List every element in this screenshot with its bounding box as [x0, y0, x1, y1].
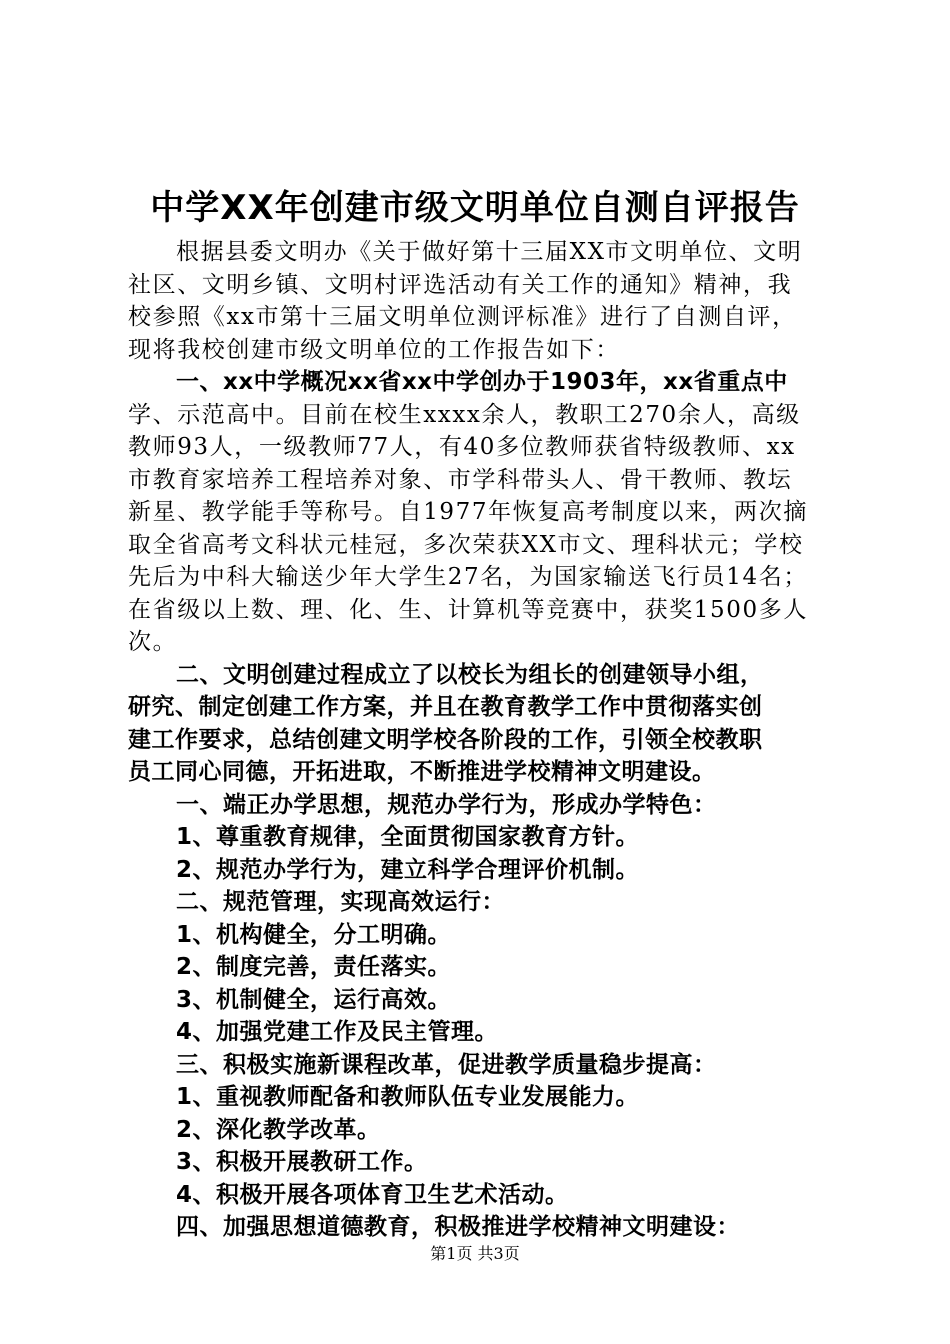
text-line: 建工作要求，总结创建文明学校各阶段的工作，引领全校教职 — [128, 726, 763, 753]
section-2-paragraph — [128, 659, 838, 789]
text-line: 在省级以上数、理、化、生、计算机等竞赛中，获奖1500多人 — [128, 596, 808, 623]
outline-item: 1、尊重教育规律，全面贯彻国家教育方针。 — [176, 824, 640, 850]
outline-item: 1、机构健全，分工明确。 — [176, 921, 452, 948]
outline-item: 3、机制健全，运行高效。 — [176, 986, 452, 1013]
page-footer: 第1页 共3页 — [430, 1244, 520, 1263]
document-title: 中学XX年创建市级文明单位自测自评报告 — [150, 188, 800, 228]
text-line: 学、示范高中。目前在校生xxxx余人，教职工270余人，高级 — [128, 401, 801, 428]
outline-item: 4、加强党建工作及民主管理。 — [176, 1019, 499, 1045]
text-line: 二、文明创建过程成立了以校长为组长的创建领导小组， — [176, 661, 764, 688]
outline-list — [128, 789, 838, 1244]
intro-paragraph — [128, 236, 838, 366]
outline-heading: 四、加强思想道德教育，积极推进学校精神文明建设： — [176, 1214, 740, 1240]
text-line: 市教育家培养工程培养对象、市学科带头人、骨干教师、教坛 — [128, 466, 793, 493]
text-line: 教师93人，一级教师77人，有40多位教师获省特级教师、xx — [128, 434, 796, 460]
text-line: 取全省高考文科状元桂冠，多次荣获XX市文、理科状元；学校 — [128, 531, 804, 558]
outline-item: 3、积极开展教研工作。 — [176, 1149, 428, 1175]
text-line: 先后为中科大输送少年大学生27名，为国家输送飞行员14名； — [128, 564, 808, 590]
section-1-paragraph — [128, 366, 838, 659]
outline-item: 1、重视教师配备和教师队伍专业发展能力。 — [176, 1084, 640, 1110]
text-line: 新星、教学能手等称号。自1977年恢复高考制度以来，两次摘 — [128, 499, 808, 525]
text-line: 根据县委文明办《关于做好第十三届XX市文明单位、文明 — [176, 239, 803, 265]
text-line: 社区、文明乡镇、文明村评选活动有关工作的通知》精神，我 — [128, 271, 793, 298]
text-line: 一、xx中学概况xx省xx中学创办于1903年，xx省重点中 — [176, 369, 788, 395]
text-line: 研究、制定创建工作方案，并且在教育教学工作中贯彻落实创 — [128, 694, 763, 720]
outline-heading: 三、积极实施新课程改革，促进教学质量稳步提高： — [176, 1051, 717, 1078]
outline-item: 4、积极开展各项体育卫生艺术活动。 — [176, 1181, 569, 1208]
outline-heading: 一、端正办学思想，规范办学行为，形成办学特色： — [176, 791, 717, 818]
document-body — [128, 236, 838, 1244]
outline-item: 2、深化教学改革。 — [176, 1116, 381, 1143]
text-line: 员工同心同德，开拓进取，不断推进学校精神文明建设。 — [128, 759, 716, 785]
outline-item: 2、规范办学行为，建立科学合理评价机制。 — [176, 856, 640, 883]
outline-item: 2、制度完善，责任落实。 — [176, 954, 452, 980]
outline-heading: 二、规范管理，实现高效运行： — [176, 889, 505, 915]
text-line: 现将我校创建市级文明单位的工作报告如下： — [128, 336, 620, 363]
text-line: 次。 — [128, 629, 178, 655]
text-line: 校参照《xx市第十三届文明单位测评标准》进行了自测自评， — [128, 304, 797, 330]
